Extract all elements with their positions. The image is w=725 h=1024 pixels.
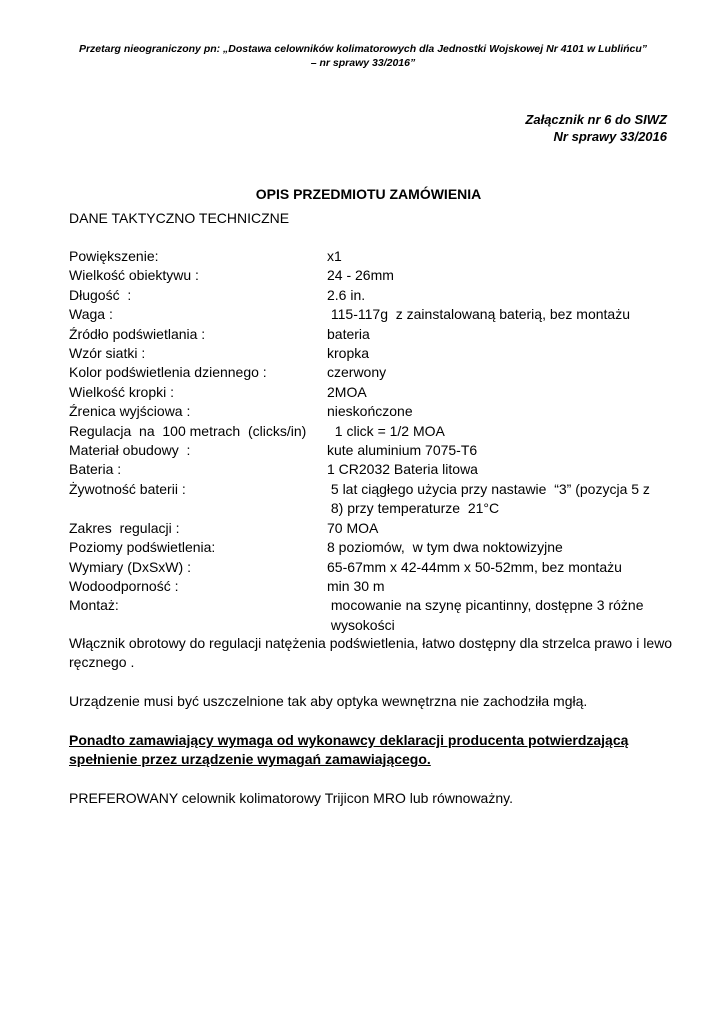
section-subtitle: DANE TAKTYCZNO TECHNICZNE: [69, 210, 290, 226]
spec-label: Długość :: [69, 286, 132, 303]
spec-row-day-color: [69, 363, 679, 382]
tender-header-line-1: Przetarg nieograniczony pn: „Dostawa celowników kolimatorowych dla Jednostki Wojskowej Nr 4101 w Lublińcu”: [78, 43, 648, 55]
spec-value: 5 lat ciągłego użycia przy nastawie “3” (pozycja 5 z 8) przy temperaturze 21°C: [330, 480, 650, 517]
spec-row-battery: [69, 460, 679, 479]
spec-label: Regulacja na 100 metrach (clicks/in): [69, 422, 307, 439]
spec-label: Żywotność baterii :: [69, 480, 186, 497]
spec-row-battery-life: [69, 480, 679, 519]
spec-label: Materiał obudowy :: [69, 442, 191, 459]
spec-row-waterproof: [69, 577, 679, 596]
spec-label: Źrenica wyjściowa :: [69, 403, 191, 420]
switch-paragraph: Włącznik obrotowy do regulacji natężenia podświetlenia, łatwo dostępny dla strzelca prawo i lewo ręcznego .: [69, 635, 673, 671]
spec-value: 1 click = 1/2 MOA: [327, 422, 445, 439]
spec-value: 24 - 26mm: [327, 267, 394, 284]
specs-list: [69, 247, 679, 635]
spec-row-illumination-source: [69, 325, 679, 344]
spec-row-objective-size: [69, 266, 679, 285]
spec-value: min 30 m: [327, 577, 385, 594]
spec-label: Wodoodporność :: [69, 577, 179, 594]
spec-label: Powiększenie:: [69, 248, 159, 264]
spec-row-mount: [69, 596, 679, 635]
spec-label: Montaż:: [69, 597, 119, 614]
spec-label: Bateria :: [69, 461, 122, 478]
spec-label: Poziomy podświetlenia:: [69, 539, 216, 556]
spec-label: Kolor podświetlenia dziennego :: [69, 364, 267, 381]
spec-row-reticle: [69, 344, 679, 363]
spec-value: 2.6 in.: [327, 286, 366, 303]
spec-label: Wielkość kropki :: [69, 383, 175, 400]
spec-value: 65-67mm x 42-44mm x 50-52mm, bez montażu: [327, 558, 622, 575]
attachment-reference: [525, 111, 667, 145]
spec-value: 115-117g z zainstalowaną baterią, bez montażu: [327, 306, 631, 323]
spec-value: 70 MOA: [327, 519, 379, 536]
spec-value: nieskończone: [327, 403, 413, 420]
spec-value: 8 poziomów, w tym dwa noktowizyjne: [327, 539, 563, 556]
spec-label: Zakres regulacji :: [69, 519, 180, 536]
spec-label: Wzór siatki :: [69, 345, 146, 362]
spec-value: 2MOA: [327, 383, 367, 400]
spec-label: Źródło podświetlania :: [69, 325, 206, 342]
spec-label: Wymiary (DxSxW) :: [69, 558, 191, 575]
spec-value: kropka: [327, 345, 370, 362]
spec-row-length: [69, 286, 679, 305]
spec-label: Waga :: [69, 306, 113, 323]
declaration-paragraph: Ponadto zamawiający wymaga od wykonawcy deklaracji producenta potwierdzającą spełnienie przez urządzenie wymagań zamawiającego.: [69, 732, 629, 768]
tender-header: [60, 42, 666, 70]
spec-value: 1 CR2032 Bateria litowa: [327, 461, 478, 478]
sealing-paragraph: Urządzenie musi być uszczelnione tak aby optyka wewnętrzna nie zachodziła mgłą.: [69, 693, 588, 709]
spec-row-adjustment-range: [69, 519, 679, 538]
spec-row-housing-material: [69, 441, 679, 460]
spec-value: kute aluminium 7075-T6: [327, 442, 478, 459]
preferred-model-paragraph: PREFEROWANY celownik kolimatorowy Trijicon MRO lub równoważny.: [69, 790, 513, 806]
spec-row-dot-size: [69, 383, 679, 402]
spec-value: czerwony: [327, 364, 387, 381]
spec-row-magnification: [69, 247, 679, 266]
case-number: Nr sprawy 33/2016: [553, 129, 667, 144]
spec-label: Wielkość obiektywu :: [69, 267, 199, 284]
spec-row-adjustment-click: [69, 422, 679, 441]
spec-row-illumination-levels: [69, 538, 679, 557]
spec-row-exit-pupil: [69, 402, 679, 421]
spec-value: mocowanie na szynę picantinny, dostępne 3 różne wysokości: [330, 597, 644, 633]
document-title: OPIS PRZEDMIOTU ZAMÓWIENIA: [255, 186, 482, 202]
attachment-number: Załącznik nr 6 do SIWZ: [525, 112, 667, 127]
spec-value: bateria: [327, 325, 370, 342]
spec-row-dimensions: [69, 558, 679, 577]
spec-value: x1: [327, 248, 342, 264]
tender-header-line-2: – nr sprawy 33/2016”: [310, 57, 416, 69]
spec-row-weight: [69, 305, 679, 324]
